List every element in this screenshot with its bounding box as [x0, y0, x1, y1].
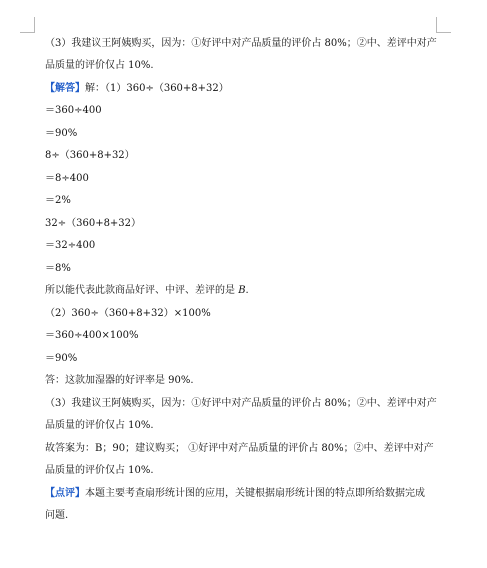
text-line: 问题.: [45, 510, 69, 521]
text-line: 故答案为：B；90；建议购买； ①好评中对产品质量的评价占 80%；②中、差评中对产: [45, 443, 434, 454]
text-line: （3）我建议王阿姨购买，因为：①好评中对产品质量的评价占 80%；②中、差评中对产: [45, 38, 437, 49]
page-corner-mark-top-left: [20, 17, 35, 33]
answer-letter: B: [238, 285, 246, 296]
text-line: 答：这款加湿器的好评率是 90%.: [45, 375, 194, 386]
text-line: （2）360÷（360+8+32）×100%: [45, 308, 211, 319]
text-line: ＝8%: [45, 263, 71, 274]
text-line: ＝8÷400: [45, 173, 89, 184]
text-line: 品质量的评价仅占 10%.: [45, 420, 154, 431]
answer-text: 解：（1）360÷（360+8+32）: [85, 83, 229, 94]
conclusion-text: 所以能代表此款商品好评、中评、差评的是: [45, 285, 239, 296]
text-line: ＝32÷400: [45, 240, 96, 251]
answer-line: [45, 82, 229, 96]
text-line: ＝90%: [45, 128, 78, 139]
comment-line: [45, 487, 425, 501]
answer-label: 【解答】: [45, 83, 85, 94]
text-line: ＝360÷400×100%: [45, 330, 139, 341]
text-line: ＝360÷400: [45, 105, 102, 116]
comment-label: 【点评】: [45, 488, 85, 499]
text-line: （3）我建议王阿姨购买，因为：①好评中对产品质量的评价占 80%；②中、差评中对产: [45, 398, 437, 409]
text-line: 品质量的评价仅占 10%.: [45, 60, 154, 71]
comment-text: 本题主要考查扇形统计图的应用，关键根据扇形统计图的特点即所给数据完成: [85, 488, 425, 499]
conclusion-suffix: .: [245, 285, 249, 296]
text-line: 32÷（360+8+32）: [45, 218, 142, 229]
text-line: ＝90%: [45, 353, 78, 364]
page-corner-mark-top-right: [436, 17, 451, 33]
text-line: 8÷（360+8+32）: [45, 150, 135, 161]
text-line: ＝2%: [45, 195, 71, 206]
text-line: 品质量的评价仅占 10%.: [45, 465, 154, 476]
conclusion-line: [45, 284, 249, 298]
